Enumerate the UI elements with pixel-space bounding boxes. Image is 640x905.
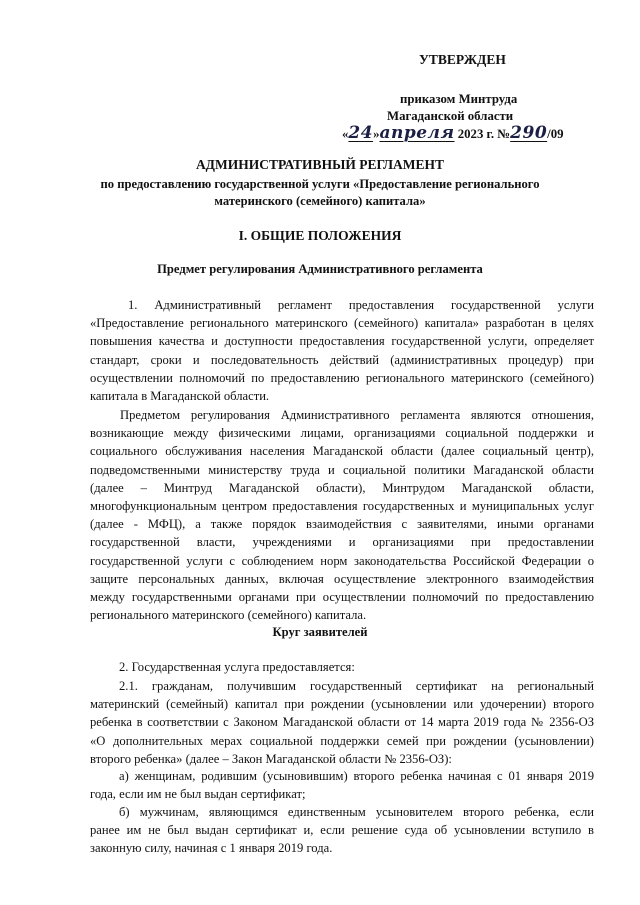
paragraph-line: (далее – Минтруд Магаданской области), Минтрудом Магаданской области, (90, 480, 594, 495)
date-number (510, 123, 548, 143)
date-open-quote: « (342, 127, 349, 141)
document-subtitle-line2: материнского (семейного) капитала» (214, 194, 426, 208)
date-day-handwritten: 24 (348, 123, 374, 143)
paragraph-line: регионального материнского (семейного) капитала. (90, 608, 367, 623)
section-subheading: Предмет регулирования Административного регламента (157, 262, 483, 276)
paragraph-line: «Предоставление регионального материнского (семейного) капитала» разработан в целях (90, 316, 594, 331)
paragraph-line: возникающие между физическими лицами, организациями социальной поддержки и (90, 426, 594, 441)
paragraph-line: стандарт, сроки и последовательность действий (административных процедур) при (90, 352, 594, 367)
date-number-handwritten: 290 (510, 123, 548, 143)
document-title: АДМИНИСТРАТИВНЫЙ РЕГЛАМЕНТ (195, 157, 445, 172)
paragraph-line: б) мужчинам, являющимся единственным усыновителем второго ребенка, если (119, 805, 594, 819)
paragraph-line: Предметом регулирования Административного регламента являются отношения, (120, 408, 594, 422)
paragraph-line: законную силу, начиная с 1 января 2019 года. (90, 841, 333, 856)
paragraph-line: капитала в Магаданской области. (90, 389, 270, 403)
paragraph-line: многофункциональным центром предоставления государственных и муниципальных услуг (90, 499, 594, 513)
date-mid-quote: » (373, 127, 380, 141)
section-heading: I. ОБЩИЕ ПОЛОЖЕНИЯ (238, 228, 402, 243)
region-line: Магаданской области (387, 109, 514, 123)
paragraph-line: повышения качества и доступности предоставления государственной услуги, определяет (90, 334, 594, 349)
date-year-no: 2023 г. № (457, 127, 511, 141)
paragraph-line: материнский (семейный) капитал при рождении (усыновлении или удочерении) второго (90, 697, 594, 712)
paragraph-line: ребенка в соответствии с Законом Магаданской области от 14 марта 2019 года № 2356-ОЗ (90, 715, 594, 730)
applicants-heading: Круг заявителей (272, 625, 368, 639)
date-month (379, 123, 455, 143)
paragraph-line: (далее - МФЦ), а также порядок взаимодействия с заявителями, иными органами (90, 517, 594, 532)
paragraph-line: «О дополнительных мерах социальной поддержки семей при рождении (усыновлении) (90, 733, 594, 748)
paragraph-line: 2.1. гражданам, получившим государственный сертификат на региональный (119, 679, 594, 693)
document-subtitle-line1: по предоставлению государственной услуги «Предоставление регионального (100, 177, 540, 191)
paragraph-line: а) женщинам, родившим (усыновившим) второго ребенка начиная с 01 января 2019 (119, 769, 594, 783)
paragraph-line: ранее им не был выдан сертификат и, если решение суда об усыновлении вступило в (90, 823, 594, 838)
approved-stamp: УТВЕРЖДЕН (419, 52, 506, 67)
paragraph-line: подведомственными министерству труда и социальной политики Магаданской области (90, 462, 594, 477)
date-suffix: /09 (547, 127, 564, 141)
paragraph-line: года, если им не был выдан сертификат; (90, 787, 306, 802)
date-month-handwritten: апреля (379, 123, 455, 143)
paragraph-line: между государственными органами при осуществлении полномочий по предоставлению (90, 590, 594, 604)
paragraph-2-intro: 2. Государственная услуга предоставляется: (119, 660, 355, 674)
paragraph-line: защите персональных данных, включая осуществление электронного взаимодействия (90, 571, 594, 586)
date-day (348, 123, 374, 143)
paragraph-line: 1. Административный регламент предоставления государственной услуги (128, 298, 594, 312)
paragraph-line: государственной услуги с соблюдением норм законодательства Российской Федерации о (90, 553, 594, 568)
paragraph-line: осуществлении полномочий по предоставлению регионального материнского (семейного) (90, 370, 594, 385)
order-line: приказом Минтруда (400, 92, 518, 106)
paragraph-line: государственной власти, учреждениями и организациями при предоставлении (90, 535, 594, 550)
order-date-line (342, 121, 564, 145)
paragraph-line: социального обслуживания населения Магаданской области (далее социальный центр), (90, 444, 594, 459)
paragraph-line: второго ребенка» (далее – Закон Магаданской области № 2356-ОЗ): (90, 751, 452, 766)
